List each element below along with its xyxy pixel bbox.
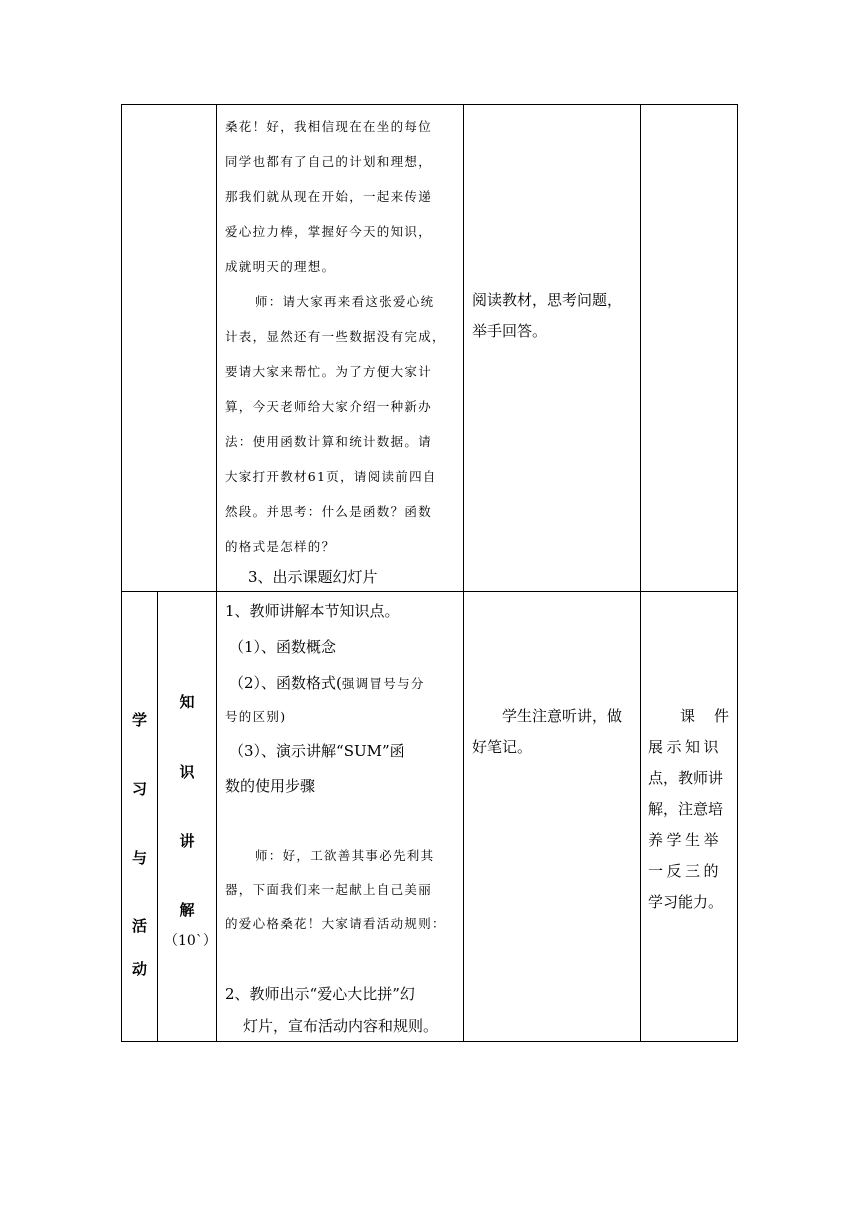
stage-char: 与 — [131, 849, 147, 867]
stage-char: 动 — [131, 960, 147, 978]
student-line: 阅读教材，思考问题， — [472, 291, 623, 309]
sub-2-main: （2）、函数格式( — [229, 674, 342, 692]
intent-line: 学习能力。 — [648, 893, 724, 911]
teacher-sub-3-cont: 数的使用步骤 — [225, 777, 316, 795]
row-divider — [121, 591, 738, 592]
section-char: 识 — [179, 763, 195, 781]
teacher-sub-2 — [229, 675, 425, 691]
stage-char: 活 — [131, 917, 147, 935]
teacher-line: 爱心拉力棒，掌握好今天的知识， — [225, 224, 433, 239]
stage-char: 学 — [131, 711, 147, 729]
teacher-sub-3: （3）、演示讲解“SUM”函 — [229, 742, 405, 760]
section-char: 解 — [179, 901, 195, 919]
intent-line: 课 件 — [680, 707, 732, 725]
teacher-item-2-cont: 灯片，宣布活动内容和规则。 — [243, 1017, 439, 1035]
teacher-line: 然段。并思考：什么是函数？函数 — [225, 504, 433, 519]
teacher-line: 大家打开教材61页，请阅读前四自 — [225, 469, 437, 484]
col-divider-section — [216, 104, 217, 1042]
col-divider-student — [640, 104, 641, 1042]
student-line: 好笔记。 — [472, 738, 533, 756]
intent-line: 点，教师讲 — [648, 769, 724, 787]
teacher-line: 计表，显然还有一些数据没有完成， — [225, 329, 446, 344]
student-line: 学生注意听讲，做 — [502, 707, 623, 725]
intent-line: 养学生举 — [648, 831, 723, 849]
teacher-para-line: 的爱心格桑花！大家请看活动规则： — [225, 916, 446, 931]
sub-2-note: 强调冒号与分 — [341, 676, 425, 691]
teacher-para-line: 器，下面我们来一起献上自己美丽 — [225, 882, 433, 897]
teacher-line: 师：请大家再来看这张爱心统 — [255, 294, 435, 309]
student-line: 举手回答。 — [472, 322, 548, 340]
teacher-para-line: 师：好，工欲善其事必先利其 — [255, 848, 435, 863]
section-char: 知 — [179, 693, 195, 711]
teacher-line: 同学也都有了自己的计划和理想， — [225, 154, 433, 169]
intent-line: 展示知识 — [648, 738, 723, 756]
teacher-line: 要请大家来帮忙。为了方便大家计 — [225, 364, 433, 379]
teacher-line: 那我们就从现在开始，一起来传递 — [225, 189, 433, 204]
teacher-line: 成就明天的理想。 — [225, 259, 336, 274]
item-3: 3、出示课题幻灯片 — [248, 568, 378, 586]
section-char: 讲 — [179, 832, 195, 850]
teacher-item-2: 2、教师出示“爱心大比拼”幻 — [225, 985, 415, 1003]
col-divider-teacher — [463, 104, 464, 1042]
teacher-sub-2-cont: 号的区别) — [225, 709, 287, 724]
teacher-item-1: 1、教师讲解本节知识点。 — [225, 602, 400, 620]
teacher-line: 的格式是怎样的？ — [225, 539, 336, 554]
section-time: （10`） — [164, 933, 217, 949]
intent-line: 一反三的 — [648, 862, 723, 880]
teacher-line: 桑花！好，我相信现在在坐的每位 — [225, 119, 433, 134]
stage-char: 习 — [131, 780, 147, 798]
intent-line: 解，注意培 — [648, 800, 724, 818]
teacher-sub-1: （1）、函数概念 — [229, 638, 337, 656]
teacher-line: 算，今天老师给大家介绍一种新办 — [225, 399, 433, 414]
teacher-line: 法：使用函数计算和统计数据。请 — [225, 434, 433, 449]
